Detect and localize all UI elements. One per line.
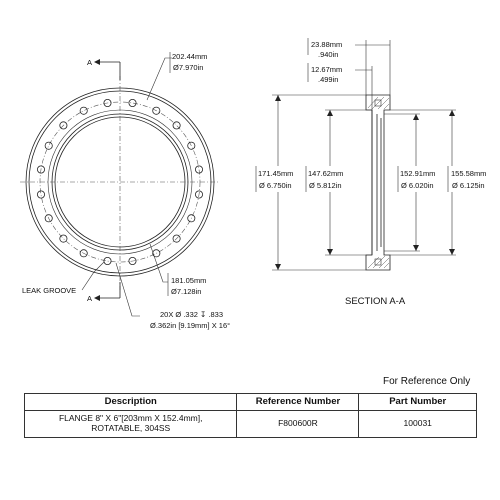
header-part-number: Part Number	[359, 394, 477, 411]
section-profile	[366, 95, 390, 270]
thickness-dim-in: .940in	[318, 50, 339, 59]
section-title: SECTION A-A	[345, 296, 406, 307]
outer-recess-dim-in: Ø 6.125in	[452, 181, 485, 190]
part-number-cell: 100031	[359, 411, 477, 438]
outer-recess-dim-mm: 155.58mm	[451, 169, 487, 178]
dim-arrow	[327, 110, 333, 116]
table-header-row	[25, 394, 477, 411]
bore-dim-mm: 147.62mm	[308, 169, 344, 178]
bolt-circle-leader	[147, 58, 172, 100]
hatch-line	[368, 97, 378, 108]
bolt-hole	[60, 235, 67, 242]
step-dim-in: .499in	[318, 75, 339, 84]
bolt-hole	[37, 191, 44, 198]
hole-callout-line1: 20X Ø .332 ↧ .833	[160, 310, 223, 319]
description-line-2: ROTATABLE, 304SS	[91, 423, 171, 433]
od-dim-in: Ø 6.750in	[259, 181, 292, 190]
table-row	[25, 411, 477, 438]
inner-diameter-leader	[150, 244, 168, 282]
dim-arrow	[275, 95, 281, 101]
section-label-top: A	[87, 58, 93, 67]
recess-dim-mm: 152.91mm	[400, 169, 436, 178]
od-dim-mm: 171.45mm	[258, 169, 294, 178]
bolt-hole	[129, 99, 136, 106]
bolt-hole	[45, 142, 52, 149]
flange-front-view	[20, 52, 230, 330]
dim-arrow	[275, 264, 281, 270]
dim-arrow	[327, 249, 333, 255]
inner-diameter-dim-in: Ø7.128in	[171, 287, 202, 296]
bolt-circle-dim-in: Ø7.970in	[173, 63, 204, 72]
bore-dim-in: Ø 5.812in	[309, 181, 342, 190]
hatch-line	[379, 258, 389, 268]
leak-groove-label: LEAK GROOVE	[22, 286, 77, 295]
header-description: Description	[25, 394, 237, 411]
inner-diameter-dim-mm: 181.05mm	[171, 276, 207, 285]
hole-callout-line2: Ø.362in [9.19mm] X 16°	[150, 321, 231, 330]
dim-arrow	[413, 245, 419, 251]
recess-dim-in: Ø 6.020in	[401, 181, 434, 190]
thickness-dim-mm: 23.88mm	[311, 40, 343, 49]
bolt-circle-dim-mm: 202.44mm	[172, 52, 208, 61]
dim-arrow	[449, 110, 455, 116]
hatch-line	[368, 257, 379, 268]
section-arrow-top	[94, 59, 100, 65]
reference-number-cell: F800600R	[237, 411, 359, 438]
part-table	[24, 393, 477, 438]
hatch-line	[372, 97, 384, 109]
hatch-line	[384, 104, 389, 109]
hatch-line	[378, 98, 389, 109]
bolt-hole	[173, 122, 180, 129]
section-view	[256, 38, 498, 307]
reference-note: For Reference Only	[383, 376, 471, 387]
hatch-line	[384, 263, 389, 268]
description-line-1: FLANGE 8" X 6"[203mm X 152.4mm],	[58, 413, 203, 424]
bolt-hole	[80, 107, 87, 114]
dim-arrow	[413, 114, 419, 120]
dim-arrow	[449, 249, 455, 255]
description-cell	[25, 411, 237, 438]
step-dim-mm: 12.67mm	[311, 65, 343, 74]
bolt-hole	[104, 257, 111, 264]
bolt-hole	[195, 166, 202, 173]
section-label-bottom: A	[87, 294, 93, 303]
section-arrow-bottom	[94, 295, 100, 301]
header-reference-number: Reference Number	[237, 394, 359, 411]
